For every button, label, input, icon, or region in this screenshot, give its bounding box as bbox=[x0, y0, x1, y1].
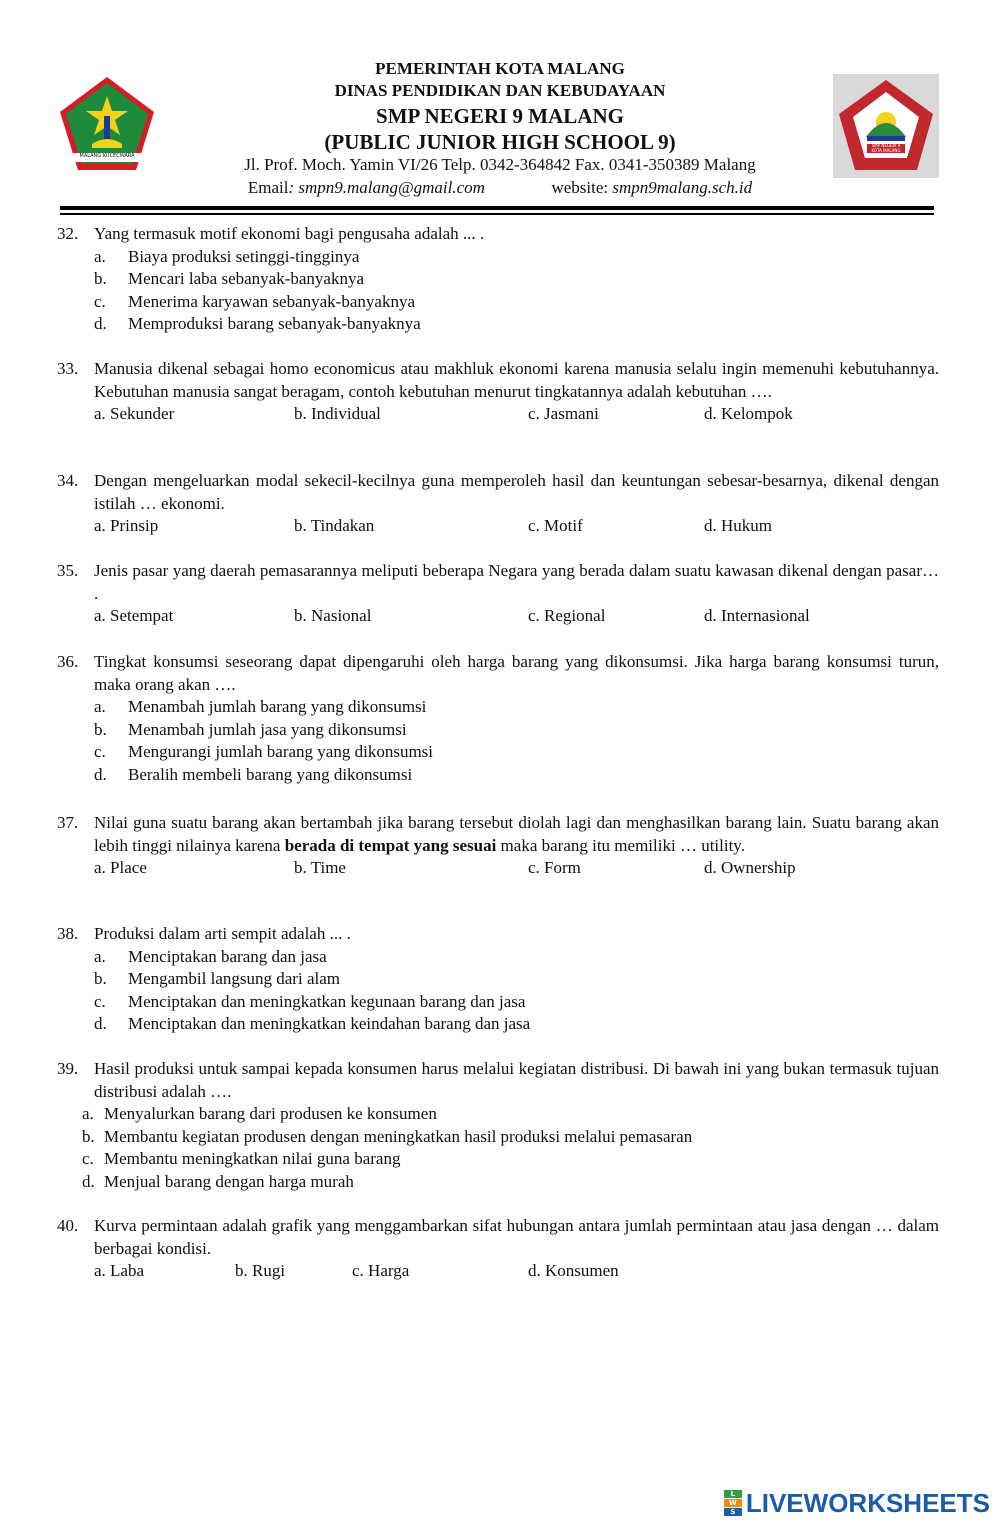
option[interactable] bbox=[94, 291, 939, 314]
question-number: 34. bbox=[57, 471, 79, 490]
choice-b[interactable]: b. Time bbox=[294, 858, 346, 877]
option-letter: b. bbox=[94, 269, 107, 288]
question-36 bbox=[57, 651, 939, 786]
school-logo-caption: SMP NEGERI 9 KOTA MALANG bbox=[871, 144, 901, 153]
option-letter: a. bbox=[94, 697, 106, 716]
question-number: 32. bbox=[57, 224, 79, 243]
header-address: Jl. Prof. Moch. Yamin VI/26 Telp. 0342-364842 Fax. 0341-350389 Malang bbox=[244, 155, 756, 174]
question-text: Hasil produksi untuk sampai kepada konsumen harus melalui kegiatan distribusi. Di bawah ini yang bukan termasuk tujuan distribusi adalah …. bbox=[94, 1059, 939, 1101]
option-text: Mencari laba sebanyak-banyaknya bbox=[128, 269, 364, 288]
choice-a[interactable]: a. Setempat bbox=[94, 606, 174, 625]
option-text: Membantu kegiatan produsen dengan meningkatkan hasil produksi melalui pemasaran bbox=[104, 1126, 693, 1146]
liveworksheets-logo bbox=[724, 1489, 990, 1517]
option[interactable] bbox=[94, 946, 939, 969]
option[interactable] bbox=[94, 696, 939, 719]
brand-blocks-icon bbox=[724, 1490, 742, 1516]
choice-c[interactable]: c. Harga bbox=[352, 1261, 410, 1280]
question-39 bbox=[57, 1058, 939, 1193]
option[interactable] bbox=[82, 1103, 939, 1126]
question-33 bbox=[57, 358, 939, 426]
header-rule-thick bbox=[60, 206, 934, 210]
option-letter: b. bbox=[82, 1126, 95, 1146]
question-number: 36. bbox=[57, 652, 79, 671]
option-letter: c. bbox=[94, 291, 106, 311]
choice-b[interactable]: b. Tindakan bbox=[294, 516, 375, 535]
option-text: Beralih membeli barang yang dikonsumsi bbox=[128, 764, 413, 784]
option-letter: c. bbox=[82, 1149, 94, 1168]
option-letter: a. bbox=[94, 946, 106, 966]
question-text-part: Nilai guna suatu barang akan bertambah jika barang tersebut diolah lagi dan menghasilkan barang lain. Suatu barang akan lebih tinggi nilainya karena bbox=[94, 813, 939, 855]
option-text: Menerima karyawan sebanyak-banyaknya bbox=[128, 291, 415, 311]
choice-d[interactable]: d. Ownership bbox=[704, 858, 796, 877]
option-text: Menambah jumlah barang yang dikonsumsi bbox=[128, 697, 427, 716]
brand-block: W bbox=[724, 1499, 742, 1507]
choice-d[interactable]: d. Internasional bbox=[704, 606, 810, 625]
option-text: Menjual barang dengan harga murah bbox=[104, 1171, 354, 1191]
header-department: DINAS PENDIDIKAN DAN KEBUDAYAAN bbox=[334, 81, 666, 100]
option[interactable] bbox=[94, 268, 939, 291]
choice-d[interactable]: d. Kelompok bbox=[704, 404, 793, 423]
option[interactable] bbox=[94, 246, 939, 269]
option-letter: a. bbox=[94, 246, 106, 266]
option-text: Mengurangi jumlah barang yang dikonsumsi bbox=[128, 742, 434, 761]
option-text: Menciptakan dan meningkatkan kegunaan barang dan jasa bbox=[128, 991, 526, 1011]
option-letter: d. bbox=[82, 1171, 95, 1191]
option-letter: d. bbox=[94, 314, 107, 333]
option-letter: c. bbox=[94, 742, 106, 761]
question-number: 33. bbox=[57, 359, 79, 378]
option-letter: a. bbox=[82, 1104, 94, 1123]
question-38 bbox=[57, 923, 939, 1036]
question-text bbox=[94, 812, 939, 857]
email-value: : smpn9.malang@gmail.com bbox=[288, 178, 485, 197]
website-value: smpn9malang.sch.id bbox=[612, 178, 753, 197]
city-logo-caption: MALANG KUCECWARA bbox=[79, 153, 135, 159]
option-letter: d. bbox=[94, 1014, 107, 1033]
option-letter: c. bbox=[94, 991, 106, 1011]
question-text: Produksi dalam arti sempit adalah ... . bbox=[94, 924, 351, 943]
brand-name: LIVEWORKSHEETS bbox=[745, 1487, 990, 1518]
header-school-name-en: (PUBLIC JUNIOR HIGH SCHOOL 9) bbox=[324, 130, 676, 154]
question-text-part: maka barang itu memiliki … utility. bbox=[496, 835, 745, 855]
brand-block: S bbox=[724, 1508, 742, 1516]
header-school-name: SMP NEGERI 9 MALANG bbox=[376, 104, 624, 128]
option[interactable] bbox=[94, 313, 939, 336]
header-rule-thin bbox=[60, 213, 934, 215]
option[interactable] bbox=[94, 1013, 939, 1036]
question-32 bbox=[57, 223, 939, 336]
choice-a[interactable]: a. Prinsip bbox=[94, 516, 159, 535]
question-number: 39. bbox=[57, 1059, 79, 1078]
choice-c[interactable]: c. Form bbox=[528, 858, 581, 877]
website-label: website: bbox=[551, 178, 613, 197]
option[interactable] bbox=[94, 741, 939, 764]
question-37 bbox=[57, 812, 939, 880]
option-letter: b. bbox=[94, 719, 107, 739]
question-number: 40. bbox=[57, 1216, 79, 1235]
question-text: Manusia dikenal sebagai homo economicus atau makhluk ekonomi karena manusia selalu ingin memenuhi kebutuhannya. Kebutuhan manusia sangat beragam, contoh kebutuhan menurut tingkatannya adalah kebutuhan …. bbox=[94, 359, 939, 401]
question-number: 38. bbox=[57, 924, 79, 943]
option[interactable] bbox=[82, 1126, 939, 1149]
option-text: Menambah jumlah jasa yang dikonsumsi bbox=[128, 719, 407, 739]
option[interactable] bbox=[94, 991, 939, 1014]
choice-c[interactable]: c. Motif bbox=[528, 516, 583, 535]
question-text: Dengan mengeluarkan modal sekecil-kecilnya guna memperoleh hasil dan keuntungan sebesar-besarnya, dikenal dengan istilah … ekonomi. bbox=[94, 471, 939, 513]
choice-c[interactable]: c. Regional bbox=[528, 606, 606, 625]
choice-b[interactable]: b. Nasional bbox=[294, 606, 372, 625]
header-contact bbox=[0, 178, 1000, 198]
option-letter: b. bbox=[94, 969, 107, 988]
option-text: Mengambil langsung dari alam bbox=[128, 969, 340, 988]
option[interactable] bbox=[94, 968, 939, 991]
brand-block: L bbox=[724, 1490, 742, 1498]
question-text: Tingkat konsumsi seseorang dapat dipengaruhi oleh harga barang yang dikonsumsi. Jika harga barang konsumsi turun, maka orang akan …. bbox=[94, 652, 939, 694]
question-text: Jenis pasar yang daerah pemasarannya meliputi beberapa Negara yang berada dalam suatu kawasan dikenal dengan pasar… . bbox=[94, 561, 939, 603]
question-text: Yang termasuk motif ekonomi bagi pengusaha adalah ... . bbox=[94, 224, 485, 243]
email-label: Email bbox=[247, 178, 289, 197]
choice-d[interactable]: d. Hukum bbox=[704, 516, 772, 535]
question-number: 35. bbox=[57, 561, 79, 580]
question-number: 37. bbox=[57, 813, 79, 832]
option[interactable] bbox=[82, 1171, 939, 1194]
option-letter: d. bbox=[94, 764, 107, 784]
choice-a[interactable]: a. Place bbox=[94, 858, 147, 877]
question-35 bbox=[57, 560, 939, 628]
header-government: PEMERINTAH KOTA MALANG bbox=[375, 59, 625, 78]
question-40 bbox=[57, 1215, 939, 1283]
option[interactable] bbox=[82, 1148, 939, 1171]
option-text: Biaya produksi setinggi-tingginya bbox=[128, 246, 360, 266]
option-text: Memproduksi barang sebanyak-banyaknya bbox=[128, 314, 421, 333]
question-text: Kurva permintaan adalah grafik yang menggambarkan sifat hubungan antara jumlah permintaan atau jasa dengan … dalam berbagai kondisi. bbox=[94, 1216, 939, 1258]
choice-c[interactable]: c. Jasmani bbox=[528, 404, 599, 423]
option[interactable] bbox=[94, 764, 939, 787]
option-text: Menyalurkan barang dari produsen ke konsumen bbox=[104, 1104, 437, 1123]
choice-b[interactable]: b. Individual bbox=[294, 404, 381, 423]
option-text: Menciptakan dan meningkatkan keindahan barang dan jasa bbox=[128, 1014, 531, 1033]
question-text-emphasis: berada di tempat yang sesuai bbox=[284, 835, 497, 855]
option[interactable] bbox=[94, 719, 939, 742]
choice-b[interactable]: b. Rugi bbox=[235, 1261, 286, 1280]
question-34 bbox=[57, 470, 939, 538]
choice-d[interactable]: d. Konsumen bbox=[528, 1261, 619, 1280]
choice-a[interactable]: a. Sekunder bbox=[94, 404, 175, 423]
option-text: Membantu meningkatkan nilai guna barang bbox=[104, 1149, 401, 1168]
choice-a[interactable]: a. Laba bbox=[94, 1261, 145, 1280]
option-text: Menciptakan barang dan jasa bbox=[128, 946, 327, 966]
